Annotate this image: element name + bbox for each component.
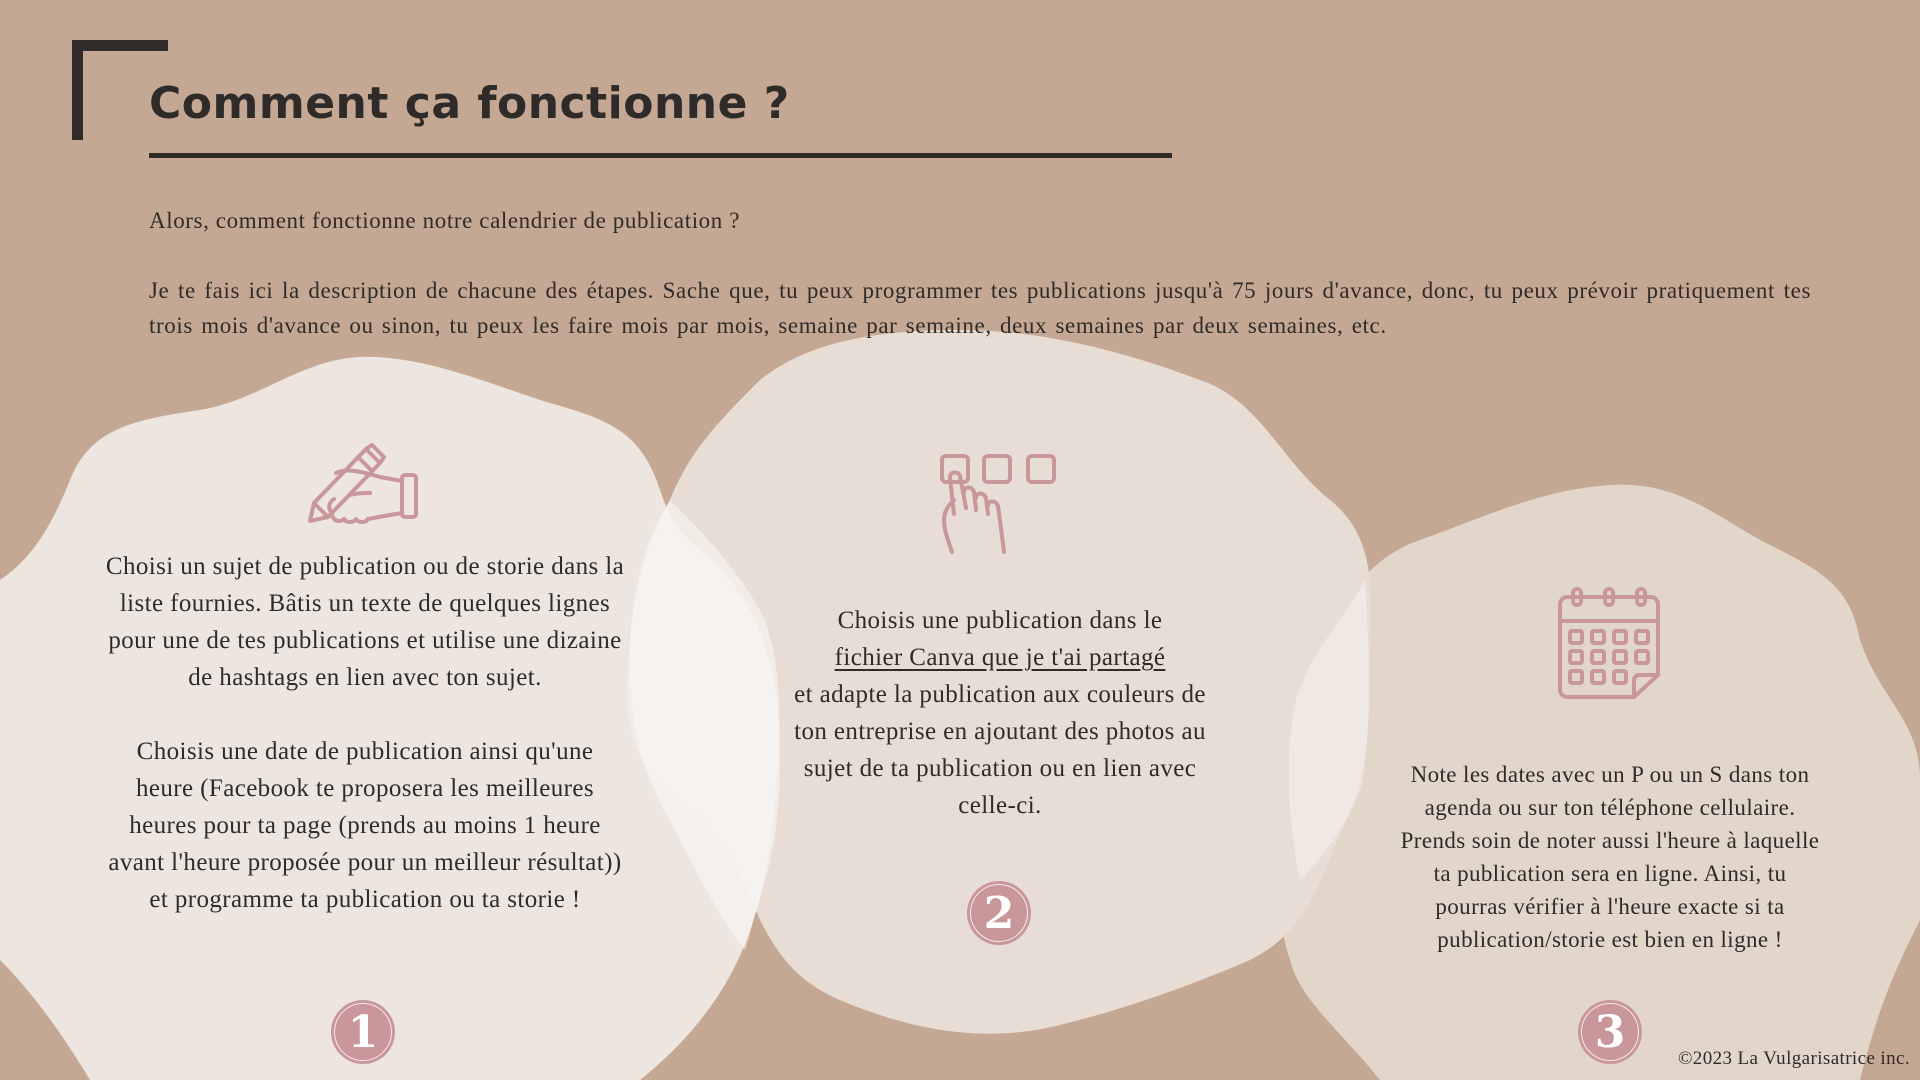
intro-section xyxy=(149,203,1811,343)
step-1-number-badge xyxy=(331,1000,395,1064)
step-3-description xyxy=(1395,758,1825,956)
step-3-number-badge xyxy=(1578,1000,1642,1064)
step-2-text-before: Choisis une publication dans le xyxy=(837,607,1163,634)
step-1-description xyxy=(105,548,625,918)
step-2-description xyxy=(790,602,1210,824)
step-2-text xyxy=(790,602,1210,824)
title-underline-divider xyxy=(149,153,1172,158)
step-3-text: Note les dates avec un P ou un S dans ton agenda ou sur ton téléphone cellulaire. Prends soin de noter aussi l'heure à laquelle ta publication sera en ligne. Ainsi, tu pourras vérifier à l'heure exacte si ta publication/storie est bien en ligne ! xyxy=(1400,762,1820,952)
step-1-paragraph-1: Choisi un sujet de publication ou de storie dans la liste fournies. Bâtis un texte de quelques lignes pour une de tes publications et utilise une dizaine de hashtags en lien avec ton sujet. xyxy=(105,553,625,691)
step-2-number: 2 xyxy=(983,888,1015,939)
step-1-number: 1 xyxy=(347,1007,379,1058)
intro-question: Alors, comment fonctionne notre calendrier de publication ? xyxy=(149,208,741,233)
step-3-number: 3 xyxy=(1594,1007,1626,1058)
step-2-text-after: et adapte la publication aux couleurs de ton entreprise en ajoutant des photos au sujet de ta publication ou en lien avec celle-ci. xyxy=(794,681,1206,819)
step-2-number-badge xyxy=(967,881,1031,945)
step-1-paragraph-2: Choisis une date de publication ainsi qu'une heure (Facebook te proposera les meilleures heures pour ta page (prends au moins 1 heure avant l'heure proposée pour un meilleur résultat)) et programme ta publication ou ta storie ! xyxy=(108,738,622,913)
calendar-icon xyxy=(1556,585,1662,701)
finger-tap-squares-icon xyxy=(938,452,1058,554)
canva-file-link[interactable]: fichier Canva que je t'ai partagé xyxy=(834,644,1166,671)
page-title: Comment ça fonctionne ? xyxy=(149,78,790,129)
copyright-notice: ©2023 La Vulgarisatrice inc. xyxy=(1677,1048,1910,1069)
intro-description: Je te fais ici la description de chacune des étapes. Sache que, tu peux programmer tes publications jusqu'à 75 jours d'avance, donc, tu peux prévoir pratiquement tes trois mois d'avance ou sinon, tu peux les faire mois par mois, semaine par semaine, deux semaines par deux semaines, etc. xyxy=(149,278,1811,338)
hand-writing-pencil-icon xyxy=(306,443,424,525)
